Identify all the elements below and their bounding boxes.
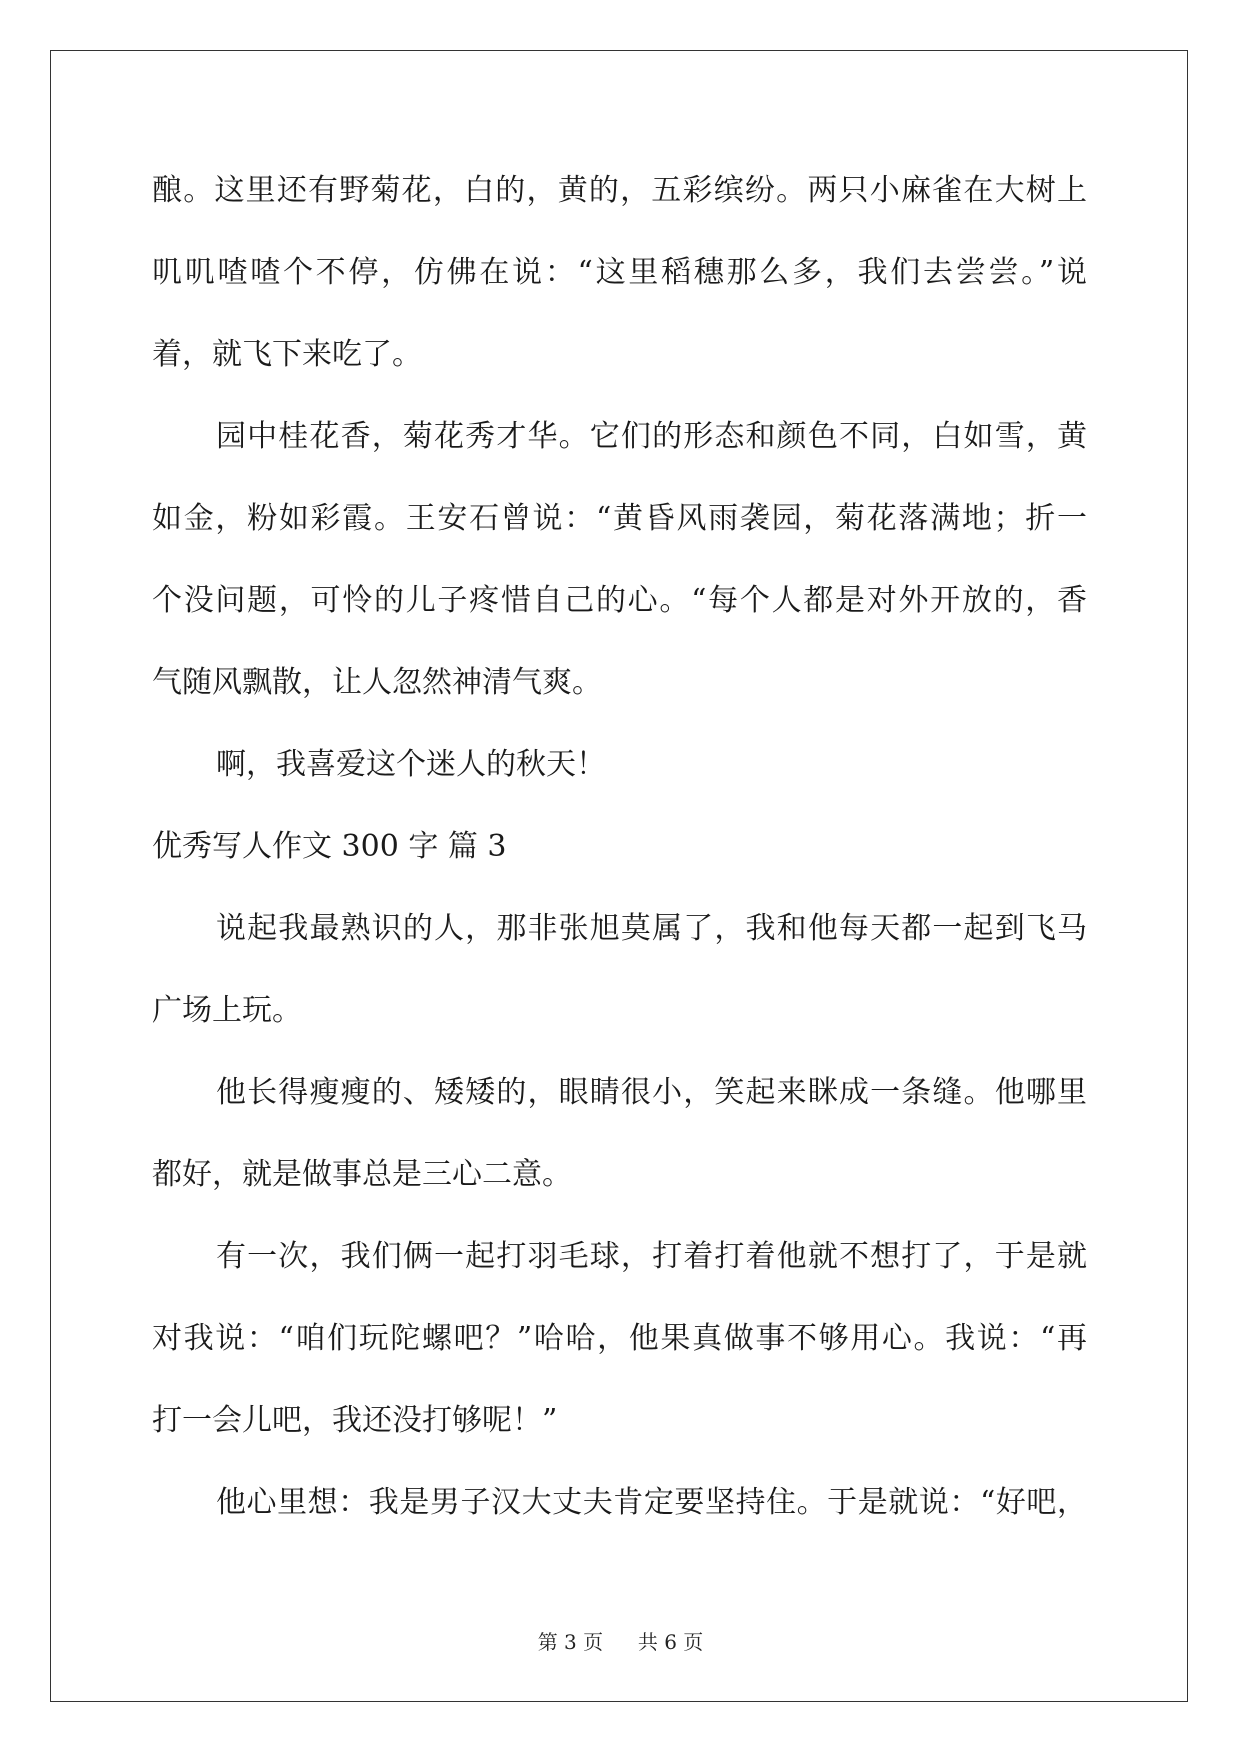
text-line: 着，就飞下来吃了。	[152, 337, 422, 372]
document-body	[152, 150, 1087, 1544]
text-line: 说起我最熟识的人，那非张旭莫属了，我和他每天都一起到飞马	[216, 911, 1087, 946]
text-line: 打一会儿吧，我还没打够呢！”	[152, 1403, 558, 1438]
text-line: 对我说：“咱们玩陀螺吧？”哈哈，他果真做事不够用心。我说：“再	[152, 1321, 1087, 1356]
text-line: 啊，我喜爱这个迷人的秋天！	[216, 747, 606, 782]
text-line: 酿。这里还有野菊花，白的，黄的，五彩缤纷。两只小麻雀在大树上	[152, 173, 1087, 208]
text-line: 都好，就是做事总是三心二意。	[152, 1157, 572, 1192]
text-line: 他心里想：我是男子汉大丈夫肯定要坚持住。于是就说：“好吧，	[216, 1485, 1087, 1520]
section-heading: 优秀写人作文 300 字 篇 3	[152, 829, 507, 864]
text-line: 个没问题，可怜的儿子疼惜自己的心。“每个人都是对外开放的，香	[152, 583, 1087, 618]
text-line: 园中桂花香，菊花秀才华。它们的形态和颜色不同，白如雪，黄	[216, 419, 1087, 454]
text-line: 如金，粉如彩霞。王安石曾说：“黄昏风雨袭园，菊花落满地；折一	[152, 501, 1087, 536]
text-line: 他长得瘦瘦的、矮矮的，眼睛很小，笑起来眯成一条缝。他哪里	[216, 1075, 1087, 1110]
page-footer	[0, 1626, 1241, 1655]
text-line: 叽叽喳喳个不停，仿佛在说：“这里稻穗那么多，我们去尝尝。”说	[152, 255, 1087, 290]
page-number-total: 共 6 页	[637, 1630, 704, 1654]
page-number-current: 第 3 页	[537, 1630, 604, 1654]
text-line: 气随风飘散，让人忽然神清气爽。	[152, 665, 602, 700]
text-line: 广场上玩。	[152, 993, 302, 1028]
text-line: 有一次，我们俩一起打羽毛球，打着打着他就不想打了，于是就	[216, 1239, 1087, 1274]
